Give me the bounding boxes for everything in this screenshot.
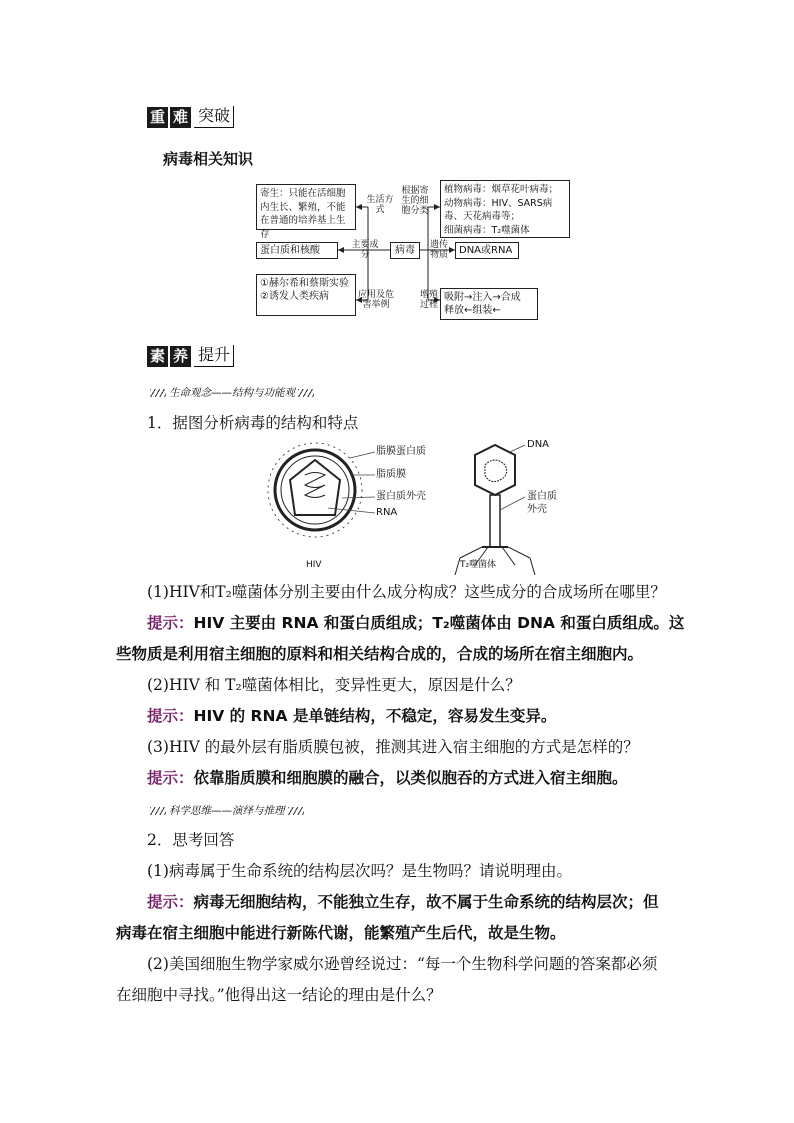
answer-text: 病毒无细胞结构，不能独立生存，故不属于生命系统的结构层次；但 [193,893,659,911]
slash-decor-icon [288,807,304,815]
answer-1-1-line2: 些物质是利用宿主细胞的原料和相关结构合成的，合成的场所在宿主细胞内。 [116,645,644,663]
application-2: ②诱发人类疾病 [260,291,329,302]
replication-line-2: 释放←组装← [444,305,501,316]
hiv-label-rna: RNA [376,507,398,518]
hiv-label-lipid-membrane: 脂质膜 [376,469,406,480]
replication-line-1: 吸附→注入→合成 [444,292,521,303]
hint-label: 提示： [147,707,194,725]
question-1-3: (3)HIV 的最外层有脂质膜包被，推测其进入宿主细胞的方式是怎样的？ [147,738,639,756]
question-2-2-line1: (2)美国细胞生物学家威尔逊曾经说过：“每一个生物科学问题的答案都必须 [147,955,658,973]
header2-char-2: 养 [170,346,191,367]
t2-label-capsid: 蛋白质外壳 [527,491,557,515]
header-char-2: 难 [170,107,191,128]
subheading-text: 生命观念——结构与功能观 [169,387,295,399]
answer-1-1-line1 [147,612,684,634]
protein-nucleic-box: 蛋白质和核酸 [256,242,338,259]
answer-2-1-line1 [147,891,659,913]
virus-center-box: 病毒 [390,242,420,259]
plant-virus: 植物病毒：烟草花叶病毒； [444,184,559,195]
answer-2-1-line2: 病毒在宿主细胞中能进行新陈代谢，能繁殖产生后代，故是生物。 [116,924,566,942]
answer-text: HIV 主要由 RNA 和蛋白质组成；T₂噬菌体由 DNA 和蛋白质组成。这 [193,614,685,632]
section-header-breakthrough [147,106,234,128]
topic-title: 病毒相关知识 [163,150,254,168]
question-2-1: (1)病毒属于生命系统的结构层次吗？是生物吗？请说明理由。 [147,862,572,880]
virus-types-box [440,180,570,238]
parasitism-box: 寄生：只能在活细胞内生长、繁殖，不能在普通的培养基上生存 [256,184,356,230]
label-host-class: 根据寄生的细胞分类 [401,186,429,216]
subheading-scientific-thinking [147,803,307,818]
animal-virus: 动物病毒：HIV、SARS病毒、天花病毒等； [444,197,553,222]
subheading-text: 科学思维——演绎与推理 [169,805,285,817]
t2-label-dna: DNA [527,439,550,450]
t2-caption: T₂噬菌体 [460,560,497,570]
question-2-title: 2．思考回答 [147,831,235,849]
replication-box [440,288,538,320]
answer-1-3 [147,767,628,789]
answer-text: 依靠脂质膜和细胞膜的融合，以类似胞吞的方式进入宿主细胞。 [193,769,628,787]
slash-decor-icon [150,807,166,815]
virus-concept-diagram [250,180,570,320]
header2-char-1: 素 [147,346,168,367]
hint-label: 提示： [147,769,194,787]
answer-text: HIV 的 RNA 是单链结构，不稳定，容易发生变异。 [193,707,557,725]
dna-rna-box: DNA或RNA [455,242,519,259]
header2-tail: 提升 [194,345,234,367]
application-1: ①赫尔希和蔡斯实验 [260,278,349,289]
header-char-1: 重 [147,107,168,128]
section-header-literacy [147,345,234,367]
label-application: 应用及危害举例 [357,290,394,310]
hint-label: 提示： [147,893,194,911]
hiv-caption: HIV [306,560,322,570]
label-main-components: 主要成分 [351,240,379,260]
subheading-life-concept [147,385,317,400]
bacterial-virus: 细菌病毒：T₂噬菌体 [444,224,530,236]
hint-label: 提示： [147,614,194,632]
question-2-2-line2: 在细胞中寻找。”他得出这一结论的理由是什么？ [116,986,442,1004]
header-tail: 突破 [194,106,234,128]
t2-drawing [455,445,535,575]
slash-decor-icon [298,389,314,397]
question-1-2: (2)HIV 和 T₂噬菌体相比，变异性更大，原因是什么？ [147,676,521,694]
hiv-label-lipoprotein: 脂膜蛋白质 [376,446,426,457]
virus-structure-figure [260,440,560,580]
hiv-drawing [268,443,362,537]
answer-1-2 [147,705,556,727]
hiv-label-capsid: 蛋白质外壳 [376,491,426,502]
application-box [256,274,356,316]
question-1-title: 1．据图分析病毒的结构和特点 [147,414,359,432]
slash-decor-icon [150,389,166,397]
virus-drawings [260,440,560,580]
label-lifestyle: 生活方式 [366,195,394,215]
label-replication: 增殖过程 [419,290,438,310]
label-genetic-material: 遗传物质 [429,240,448,260]
question-1-1: (1)HIV和T₂噬菌体分别主要由什么成分构成？这些成分的合成场所在哪里？ [147,583,666,601]
